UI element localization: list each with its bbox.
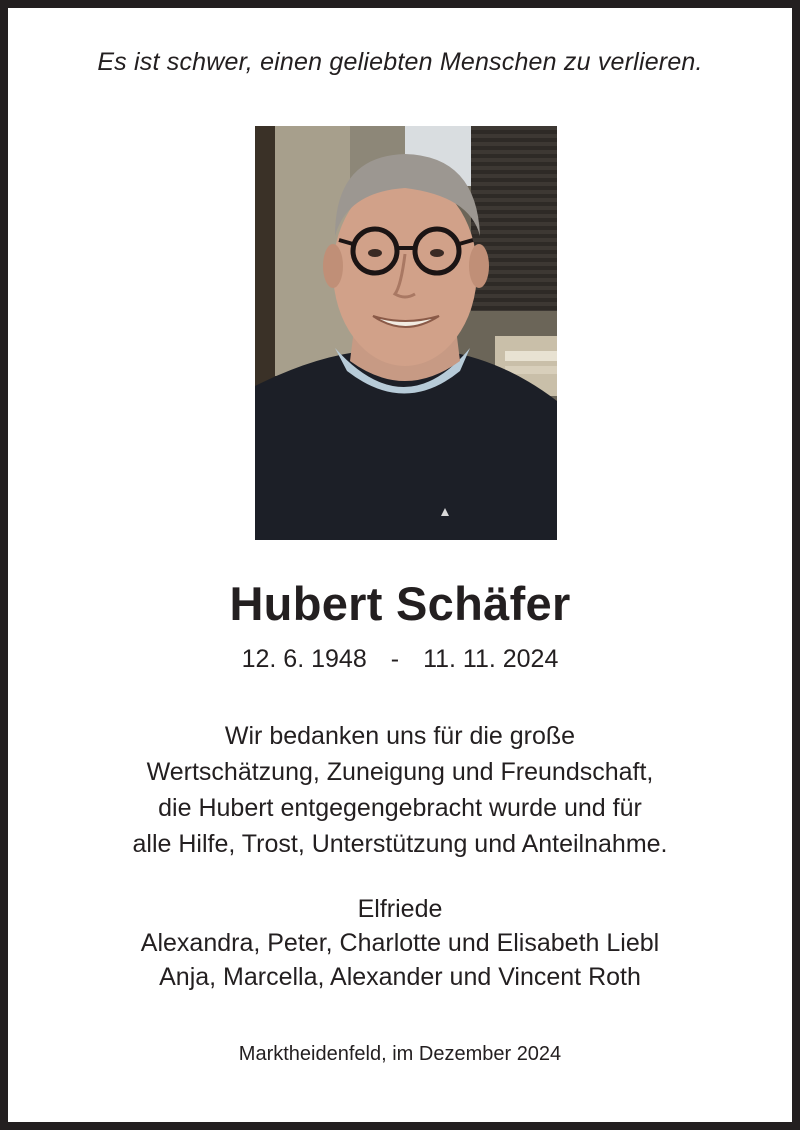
place-and-date: Marktheidenfeld, im Dezember 2024	[238, 1043, 562, 1065]
thanks-text	[8, 718, 792, 862]
thanks-line: alle Hilfe, Trost, Unterstützung und Anteilnahme.	[132, 830, 668, 858]
thanks-line: die Hubert entgegengebracht wurde und für	[158, 794, 642, 822]
motto: Es ist schwer, einen geliebten Menschen zu verlieren.	[97, 48, 703, 76]
family-line: Alexandra, Peter, Charlotte und Elisabeth Liebl	[140, 929, 660, 957]
family-names	[8, 892, 792, 994]
deceased-name: Hubert Schäfer	[229, 577, 571, 630]
thanks-line: Wertschätzung, Zuneigung und Freundschaft,	[146, 758, 654, 786]
portrait-photo	[255, 126, 557, 540]
death-date: 11. 11. 2024	[423, 645, 559, 673]
family-line: Elfriede	[357, 895, 443, 923]
date-separator: -	[390, 645, 400, 673]
birth-date: 12. 6. 1948	[241, 645, 367, 673]
family-line: Anja, Marcella, Alexander und Vincent Roth	[159, 963, 641, 991]
life-dates	[8, 645, 792, 674]
thanks-line: Wir bedanken uns für die große	[224, 722, 576, 750]
